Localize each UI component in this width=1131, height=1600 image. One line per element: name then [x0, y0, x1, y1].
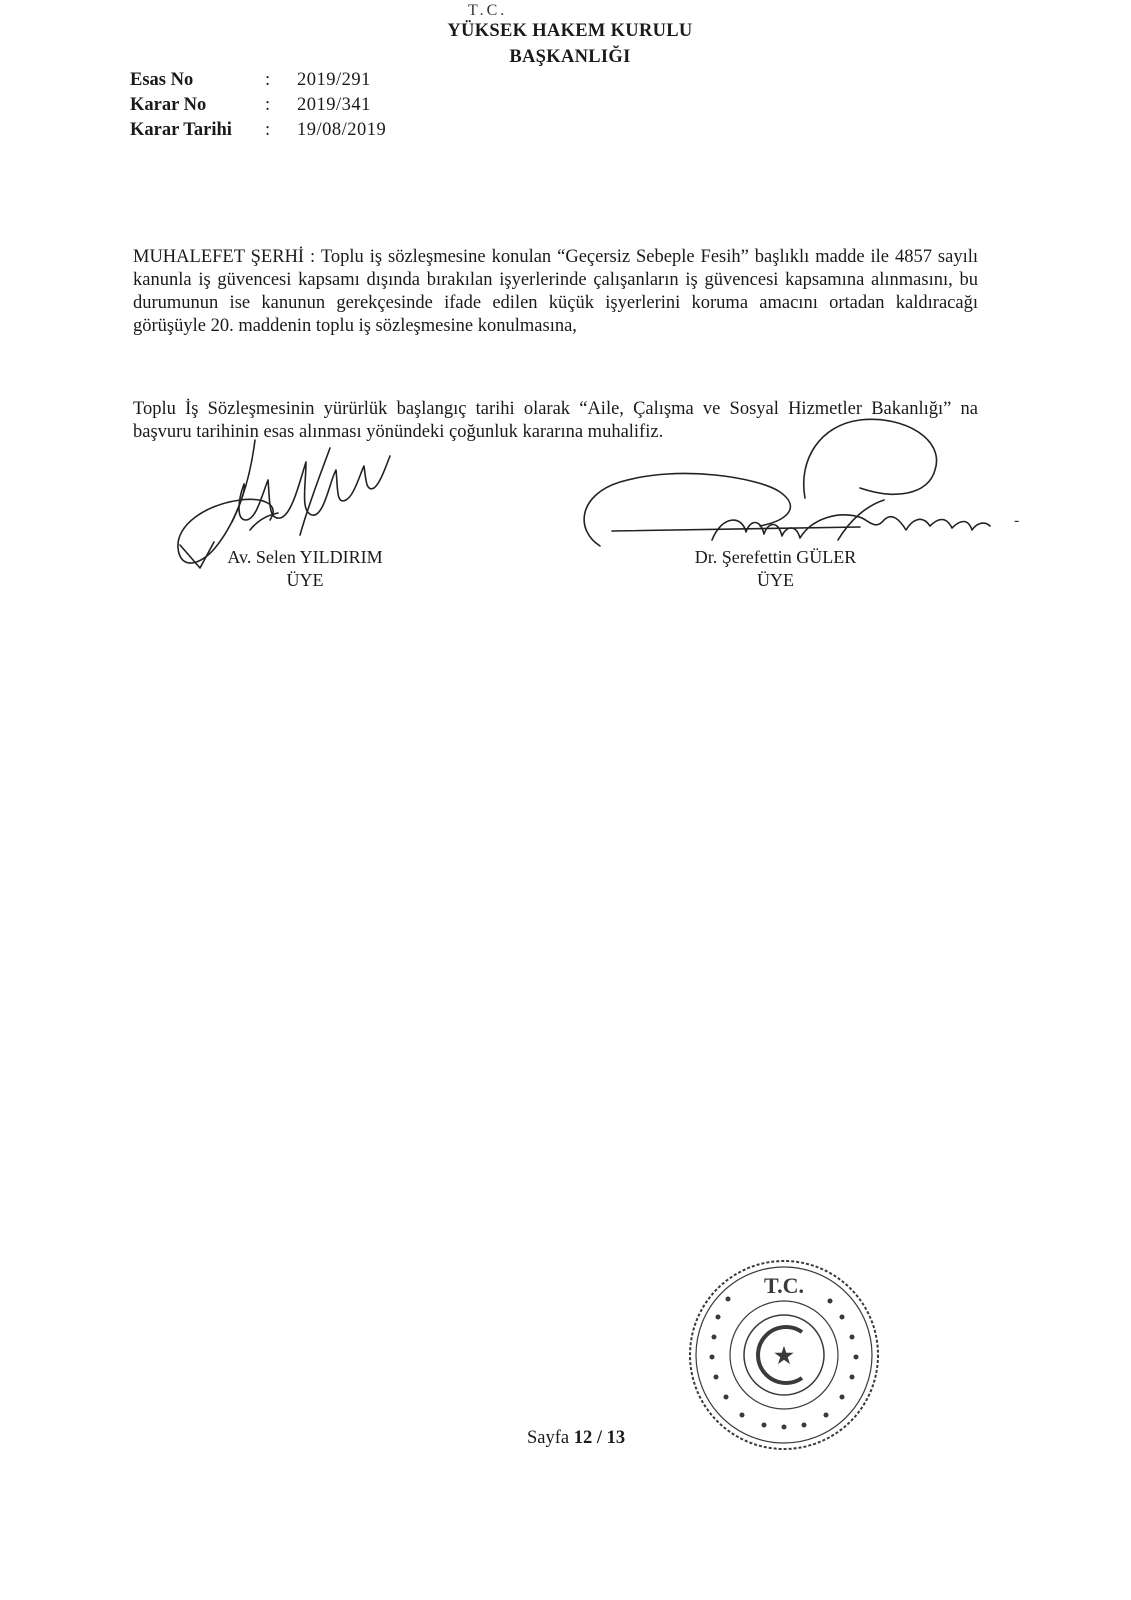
signature-block-left [195, 546, 415, 592]
meta-row-esas [130, 68, 386, 93]
meta-colon: : [265, 70, 271, 90]
top-mark: T.C. [468, 2, 508, 19]
signature-left-stroke [300, 448, 330, 535]
signer-role: ÜYE [757, 570, 794, 590]
document-header [380, 18, 760, 70]
case-meta [130, 68, 386, 143]
signer-role: ÜYE [286, 570, 324, 590]
meta-colon: : [265, 95, 271, 115]
stamp-text: T.C. [764, 1273, 804, 1298]
meta-row-tarih [130, 118, 386, 143]
footer-total: 13 [606, 1428, 626, 1448]
dissent-paragraph-1: MUHALEFET ŞERHİ : Toplu iş sözleşmesine konulan “Geçersiz Sebeple Fesih” başlıklı madde ile 4857 sayılı kanunla iş güvencesi kapsamı dışında bırakılan işyerlerinde çalışanların iş güvencesi kapsamına alınmasını, bu durumunun ise kanunun gerekçesinde ifade edilen küçük işyerlerini koruma amacını ortadan kaldıracağı görüşüyle 20. maddenin toplu iş sözleşmesine konulmasına, [133, 247, 978, 336]
meta-label: Karar No [130, 95, 207, 115]
footer-prefix: Sayfa [527, 1428, 570, 1448]
signature-left-tail [250, 513, 278, 530]
footer-sep: / [596, 1428, 603, 1448]
signer-name: Dr. Şerefettin GÜLER [694, 547, 857, 567]
signature-right-line [612, 527, 860, 531]
page-footer [527, 1428, 625, 1449]
header-line-1: YÜKSEK HAKEM KURULU [447, 21, 693, 41]
header-line-2: BAŞKANLIĞI [509, 47, 631, 67]
official-stamp [684, 1257, 884, 1453]
stray-dash: - [1014, 512, 1020, 529]
meta-label: Esas No [130, 70, 194, 90]
meta-label: Karar Tarihi [130, 120, 232, 140]
signature-right-hook [838, 500, 884, 540]
meta-value: 2019/291 [297, 70, 371, 90]
signature-right-loop [584, 473, 790, 546]
crescent-star-icon: ★ [774, 1343, 794, 1368]
footer-page: 12 [573, 1428, 593, 1448]
meta-value: 19/08/2019 [297, 120, 387, 140]
signature-right-scribble [712, 515, 990, 540]
signature-block-right [663, 546, 888, 592]
meta-colon: : [265, 120, 271, 140]
signature-left-loop [178, 440, 273, 563]
meta-row-karar [130, 93, 386, 118]
signature-left-scribble [232, 456, 390, 522]
meta-value: 2019/341 [297, 95, 371, 115]
signer-name: Av. Selen YILDIRIM [227, 547, 383, 567]
dissent-paragraph-2: Toplu İş Sözleşmesinin yürürlük başlangıç tarihi olarak “Aile, Çalışma ve Sosyal Hizmetler Bakanlığı” na başvuru tarihinin esas alınması yönündeki çoğunluk kararına muhalifiz. [133, 399, 978, 442]
